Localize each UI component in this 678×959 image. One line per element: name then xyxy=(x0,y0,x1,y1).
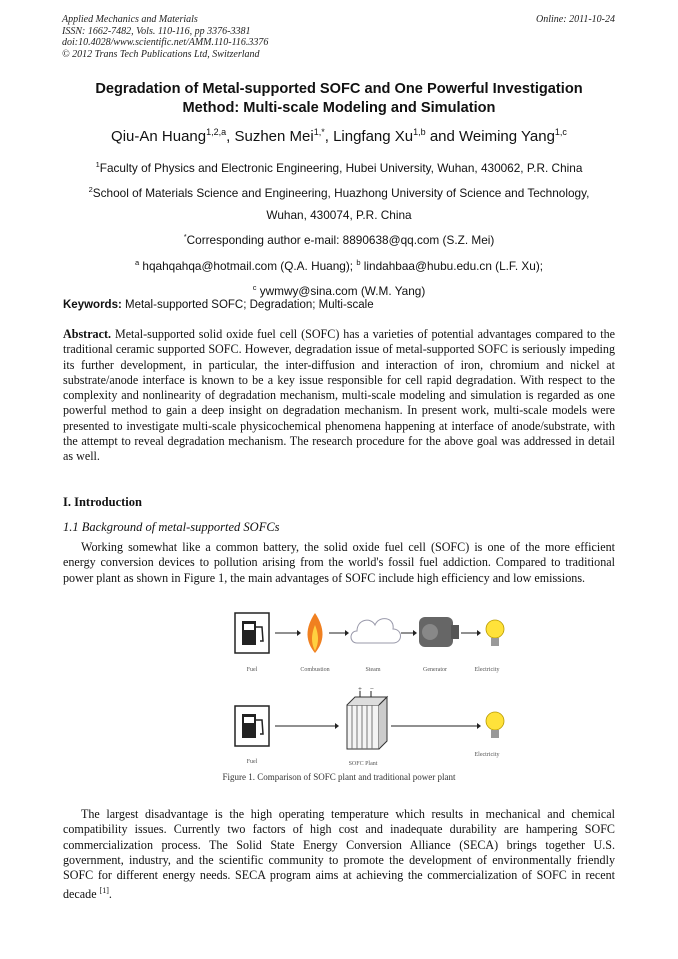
paragraph-1 xyxy=(63,540,615,586)
aff-text: School of Materials Science and Engineering, Huazhong University of Science and Technology, xyxy=(92,186,590,201)
email-text: ywmwy@sina.com (W.M. Yang) xyxy=(256,284,426,299)
abstract-label: Abstract. xyxy=(63,327,112,341)
email-sup: c xyxy=(252,283,257,293)
label-electricity: Electricity xyxy=(474,752,500,758)
steam-cloud-icon xyxy=(351,619,401,643)
figure-1-diagram xyxy=(225,603,525,783)
journal-name: Applied Mechanics and Materials xyxy=(62,14,198,25)
corr-text: Corresponding author e-mail: 8890638@qq.com (S.Z. Mei) xyxy=(186,233,495,248)
subsection-heading: 1.1 Background of metal-supported SOFCs xyxy=(63,520,280,534)
title-line-1: Degradation of Metal-supported SOFC and One Powerful Investigation xyxy=(95,81,583,97)
email-text: lindahbaa@hubu.edu.cn (L.F. Xu); xyxy=(360,258,544,273)
author-sup: 1,* xyxy=(313,127,325,137)
email-sup: b xyxy=(356,257,361,267)
lightbulb-icon xyxy=(486,620,504,646)
generator-icon xyxy=(419,617,459,647)
author-sup: 1,2,a xyxy=(206,127,227,137)
label-steam: Steam xyxy=(365,667,381,673)
title-line-2: Method: Multi-scale Modeling and Simulation xyxy=(182,100,496,116)
label-sofc-plant: SOFC Plant xyxy=(348,761,378,767)
paragraph-text: The largest disadvantage is the high operating temperature which results in mechanical and chemical compatibility issues. Currently two factors of high cost and inadequate durability are hampering SOFC commercialization process. The Solid State Energy Conversion Alliance (SECA) brings together U.S. government, industry, and the scientific community to promote the development of environmentally friendly SOFC for different energy needs. SECA program aims at achieving the commercialization of SOFC in recent decade xyxy=(63,807,615,902)
journal-header xyxy=(62,14,268,60)
paragraph-text: Working somewhat like a common battery, the solid oxide fuel cell (SOFC) is one of the more efficient energy conversion devices to pollution arising from the world's fossil fuel addiction. Compared to traditional power plant as shown in Figure 1, the main advantages of SOFC include high efficiency and low emissions. xyxy=(63,540,615,585)
label-fuel: Fuel xyxy=(246,667,258,673)
keywords xyxy=(63,299,374,311)
author-name: Qiu-An Huang xyxy=(111,128,207,145)
flame-icon xyxy=(308,613,323,653)
doi-line: doi:10.4028/www.scientific.net/AMM.110-116.3376 xyxy=(62,37,269,48)
email-text: hqahqahqa@hotmail.com (Q.A. Huang); xyxy=(139,258,357,273)
copyright-line: © 2012 Trans Tech Publications Ltd, Switzerland xyxy=(62,48,260,60)
label-fuel: Fuel xyxy=(246,759,258,765)
author-name: Suzhen Mei xyxy=(234,128,314,145)
author-name: Lingfang Xu xyxy=(333,128,414,145)
author-sep: , xyxy=(226,128,235,145)
email-sup: a xyxy=(134,257,140,267)
paragraph-2 xyxy=(63,807,615,903)
paragraph-end: . xyxy=(108,887,112,902)
affiliation-block xyxy=(40,154,638,303)
author-sep: , xyxy=(324,128,334,145)
keywords-label: Keywords: xyxy=(63,299,122,311)
affiliation-2 xyxy=(40,179,638,204)
affiliation-1 xyxy=(40,154,638,179)
citation-ref[interactable]: [1] xyxy=(99,886,109,896)
corr-sup: * xyxy=(183,232,187,242)
author-sup: 1,b xyxy=(413,127,426,137)
corresponding-author xyxy=(40,226,638,251)
svg-text:+: + xyxy=(358,685,362,693)
abstract xyxy=(63,327,615,465)
aff-sup: 1 xyxy=(95,160,100,169)
sofc-stack-icon xyxy=(347,685,387,749)
fuel-pump-icon xyxy=(235,613,269,653)
svg-text:−: − xyxy=(370,685,374,693)
fuel-pump-icon xyxy=(235,706,269,746)
abstract-text: Metal-supported solid oxide fuel cell (SOFC) has a varieties of potential advantages compared to the traditional ceramic supported SOFC. However, degradation issue of metal-supported SOFC is seriously impeding its further development, in particular, the inter-diffusion and interaction of iron, chromium and nickel at substrate/anode interface is known to be a key issue responsible for cell rapid degradation. With respect to the complexity and nonlinearity of degradation mechanism, multi-scale modeling and simulation is regarded as one powerful method to gain a deep insight on degradation mechanism. In present work, multi-scale models were presented to investigate multi-scale physicochemical phenomena happening at interface of anode/substrate, with the attempt to reveal degradation mechanism. The research procedure for the above goal was addressed in detail as well. xyxy=(63,327,615,464)
author-name: Weiming Yang xyxy=(459,128,555,145)
label-electricity: Electricity xyxy=(474,667,500,673)
author-sup: 1,c xyxy=(554,127,567,137)
label-generator: Generator xyxy=(423,667,447,673)
author-list xyxy=(0,127,678,145)
issn-line: ISSN: 1662-7482, Vols. 110-116, pp 3376-3381 xyxy=(62,25,251,37)
figure-caption: Figure 1. Comparison of SOFC plant and traditional power plant xyxy=(222,772,456,782)
author-sep: and xyxy=(425,128,460,145)
online-date: Online: 2011-10-24 xyxy=(536,14,615,25)
affiliation-2-cont: Wuhan, 430074, P.R. China xyxy=(266,207,412,222)
lightbulb-icon xyxy=(486,712,504,738)
aff-text: Faculty of Physics and Electronic Engineering, Hubei University, Wuhan, 430062, P.R. China xyxy=(99,160,583,175)
label-combustion: Combustion xyxy=(300,667,330,673)
section-heading: I. Introduction xyxy=(63,495,142,509)
paper-title xyxy=(50,80,628,118)
aff-sup: 2 xyxy=(88,185,93,195)
author-emails xyxy=(40,252,638,277)
keywords-text: Metal-supported SOFC; Degradation; Multi-scale xyxy=(121,299,374,311)
